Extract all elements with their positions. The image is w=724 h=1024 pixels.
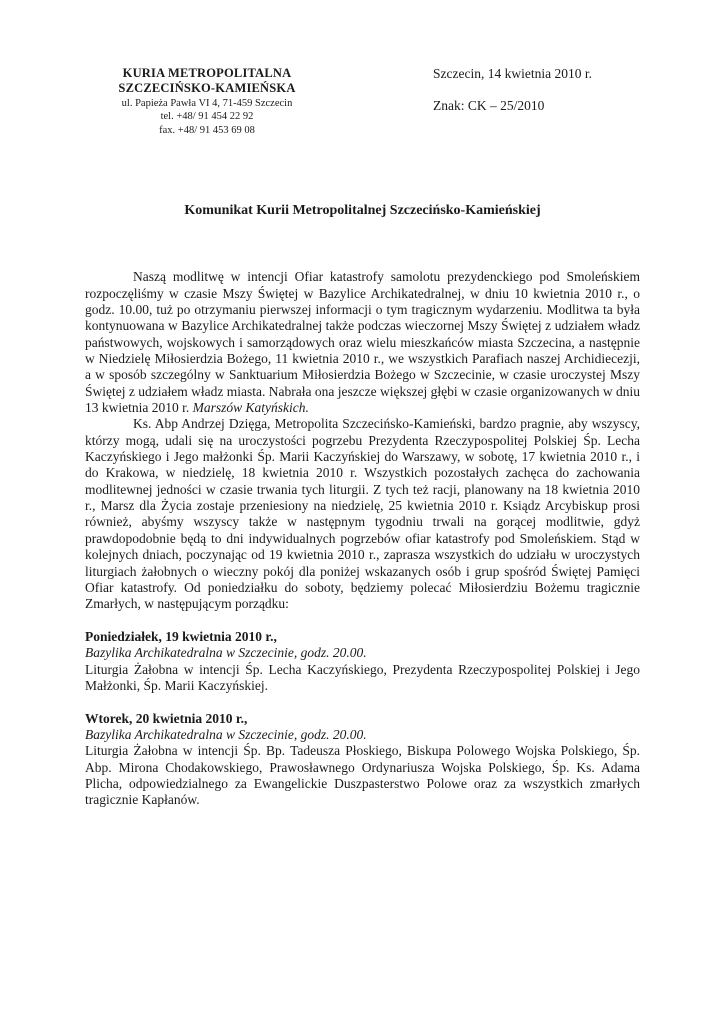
schedule-entry-tuesday	[85, 711, 640, 809]
paragraph-intro	[85, 269, 640, 416]
org-name-line1: KURIA METROPOLITALNA	[122, 66, 292, 80]
document-header	[85, 66, 640, 137]
paragraph-intro-text: Naszą modlitwę w intencji Ofiar katastrofy samolotu prezydenckiego pod Smoleńskiem rozpoczęliśmy w czasie Mszy Świętej w Bazylice Archikatedralnej, w dniu 10 kwietnia 2010 r., o godz. 10.00, tuż po otrzymaniu pierwszej informacji o tym tragicznym wydarzeniu. Modlitwa ta była kontynuowana w Bazylice Archikatedralnej także podczas wieczornej Mszy Świętej z udziałem władz państwowych, wojskowych i samorządowych oraz wielu mieszkańców miasta Szczecina, a następnie w Niedzielę Miłosierdzia Bożego, 11 kwietnia 2010 r., we wszystkich Parafiach naszej Archidiecezji, a w sposób szczególny w Sanktuarium Miłosierdzia Bożego w Szczecinie, w czasie uroczystej Mszy Świętej z udziałem władz miasta. Nabrała ona jeszcze większej głębi w czasie organizowanych w dniu 13 kwietnia 2010 r.	[85, 269, 640, 416]
schedule-entry-monday	[85, 629, 640, 694]
dateline	[433, 66, 640, 115]
schedule-tuesday-venue: Bazylika Archikatedralna w Szczecinie, godz. 20.00.	[85, 726, 367, 742]
place-and-date: Szczecin, 14 kwietnia 2010 r.	[433, 66, 592, 81]
paragraph-archbishop-request: Ks. Abp Andrzej Dzięga, Metropolita Szczecińsko-Kamieński, bardzo pragnie, aby wszyscy, którzy mogą, udali się na uroczystości pogrzebu Prezydenta Rzeczypospolitej Polskiej Śp. Lecha Kaczyńskiego i Jego małżonki Śp. Marii Kaczyńskiej do Warszawy, w sobotę, 17 kwietnia 2010 r., i do Krakowa, w niedzielę, 18 kwietnia 2010 r. Wszystkich pozostałych zachęca do zachowania modlitewnej jedności w czasie trwania tych liturgii. Z tych też racji, planowany na 18 kwietnia 2010 r., Marsz dla Życia zostaje przeniesiony na niedzielę, 25 kwietnia 2010 r. Ksiądz Arcybiskup prosi również, abyśmy wszyscy także w następnym tygodniu trwali na gorącej modlitwie, gdyż prawdopodobnie będą to dni indywidualnych pogrzebów ofiar katastrofy pod Smoleńskiem. Stąd w kolejnych dniach, poczynając od 19 kwietnia 2010 r., zaprasza wszystkich do udziału w uroczystych liturgiach żałobnych o wieczny pokój dla poniżej wskazanych osób i grup spośród Świętej Pamięci Ofiar katastrofy. Od poniedziałku do soboty, będziemy polecać Miłosierdziu Bożemu tragicznie Zmarłych, w następującym porządku:	[85, 416, 640, 612]
document-title: Komunikat Kurii Metropolitalnej Szczecińsko-Kamieńskiej	[184, 203, 541, 219]
schedule-tuesday-description: Liturgia Żałobna w intencji Śp. Bp. Tadeusza Płoskiego, Biskupa Polowego Wojska Polskiego, Śp. Abp. Mirona Chodakowskiego, Prawosławnego Ordynariusza Wojska Polskiego, Śp. Ks. Adama Plicha, odpowiedzialnego za Ewangelickie Duszpasterstwo Polowe oraz za wszystkich zmarłych tragicznie Kapłanów.	[85, 743, 640, 808]
schedule-monday-day: Poniedziałek, 19 kwietnia 2010 r.,	[85, 628, 277, 644]
letterhead	[85, 66, 329, 137]
letterhead-fax: fax. +48/ 91 453 69 08	[159, 124, 255, 136]
org-name-line2: SZCZECIŃSKO-KAMIEŃSKA	[118, 81, 296, 95]
letterhead-address: ul. Papieża Pawła VI 4, 71-459 Szczecin	[121, 98, 293, 109]
paragraph-intro-italic-phrase: Marszów Katyńskich.	[192, 400, 309, 416]
letterhead-phone: tel. +48/ 91 454 22 92	[160, 111, 254, 123]
schedule-tuesday-day: Wtorek, 20 kwietnia 2010 r.,	[85, 710, 248, 726]
document-body	[85, 269, 640, 808]
schedule-monday-venue: Bazylika Archikatedralna w Szczecinie, godz. 20.00.	[85, 645, 367, 661]
schedule-monday-description: Liturgia Żałobna w intencji Śp. Lecha Kaczyńskiego, Prezydenta Rzeczypospolitej Polskiej i Jego Małżonki, Śp. Marii Kaczyńskiej.	[85, 661, 640, 693]
reference-number: Znak: CK – 25/2010	[433, 97, 545, 113]
